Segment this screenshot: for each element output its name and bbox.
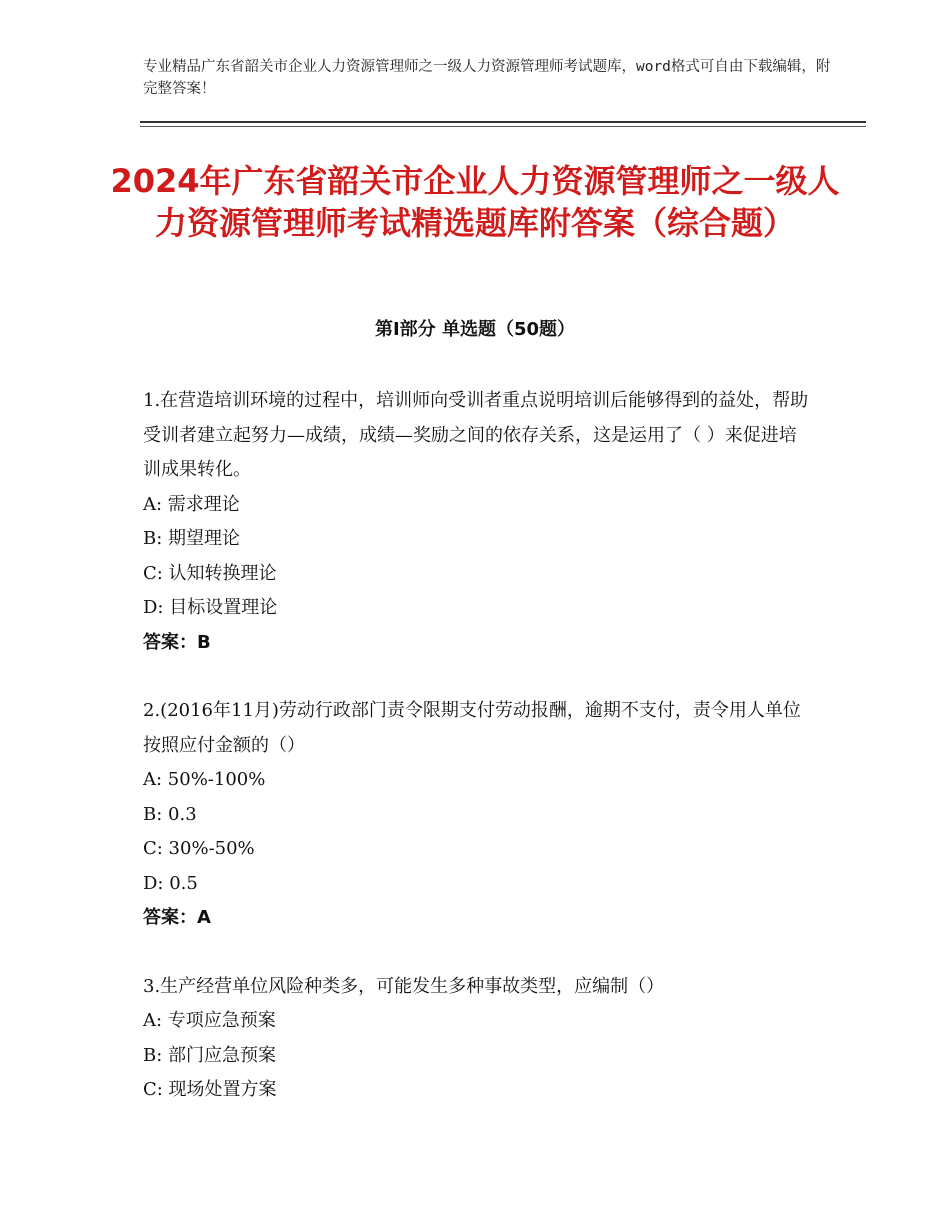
question-stem: 2.(2016年11月)劳动行政部门责令限期支付劳动报酬，逾期不支付，责令用人单位按照应付金额的（） xyxy=(143,700,801,756)
document-title: 2024年广东省韶关市企业人力资源管理师之一级人力资源管理师考试精选题库附答案（综合题） xyxy=(110,162,840,242)
header-rule-thick xyxy=(140,121,866,123)
option-c: C: 现场处置方案 xyxy=(143,1079,277,1100)
option-b: B: 期望理论 xyxy=(143,528,241,549)
question-stem: 3.生产经营单位风险种类多，可能发生多种事故类型，应编制（） xyxy=(143,975,665,997)
header-rule-thin xyxy=(140,126,866,127)
option-c: C: 认知转换理论 xyxy=(143,562,277,584)
option-d: D: 目标设置理论 xyxy=(143,597,278,618)
question-2 xyxy=(143,694,813,936)
question-1 xyxy=(143,384,813,660)
option-b: B: 0.3 xyxy=(143,803,197,825)
option-a: A: 专项应急预案 xyxy=(143,1010,276,1031)
option-b: B: 部门应急预案 xyxy=(143,1044,277,1066)
header-note: 专业精品广东省韶关市企业人力资源管理师之一级人力资源管理师考试题库，word格式可自由下载编辑，附完整答案！ xyxy=(143,59,831,97)
option-a: A: 50%-100% xyxy=(143,769,266,790)
question-stem: 1.在营造培训环境的过程中，培训师向受训者重点说明培训后能够得到的益处，帮助受训者建立起努力—成绩，成绩—奖励之间的依存关系，这是运用了（ ）来促进培训成果转化。 xyxy=(143,390,809,480)
question-3 xyxy=(143,970,813,1108)
option-d: D: 0.5 xyxy=(143,872,198,894)
answer-label: 答案：A xyxy=(143,907,211,928)
answer-label: 答案：B xyxy=(143,631,211,653)
question-list xyxy=(143,384,813,1142)
option-c: C: 30%-50% xyxy=(143,838,255,859)
option-a: A: 需求理论 xyxy=(143,493,240,515)
section-heading: 第Ⅰ部分 单选题（50题） xyxy=(374,319,575,340)
